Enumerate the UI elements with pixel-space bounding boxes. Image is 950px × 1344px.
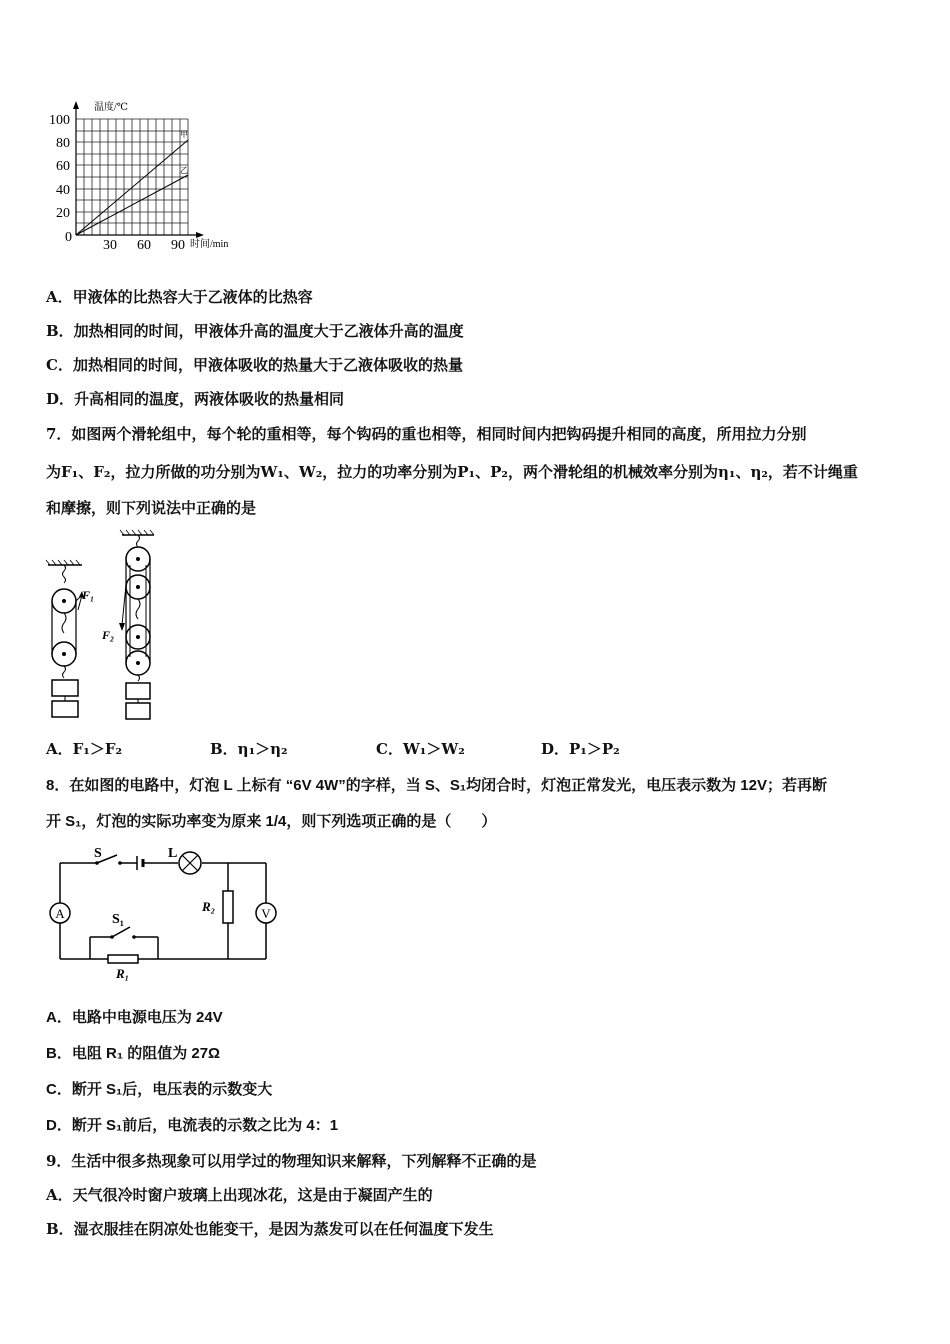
y-tick: 100 bbox=[49, 113, 70, 128]
q9-option-a: A．天气很冷时窗户玻璃上出现冰花，这是由于凝固产生的 bbox=[46, 1186, 433, 1204]
lamp-l-label: L bbox=[168, 846, 178, 861]
q8-stem-line1: 8．在如图的电路中，灯泡 L 上标有 “6V 4W”的字样，当 S、S₁均闭合时，灯泡正常发光，电压表示数为 12V；若再断 bbox=[46, 777, 827, 794]
y-tick: 20 bbox=[56, 206, 70, 221]
q8-option-b: B．电阻 R₁ 的阻值为 27Ω bbox=[46, 1045, 221, 1062]
q9-option-b: B．湿衣服挂在阴凉处也能变干，是因为蒸发可以在任何温度下发生 bbox=[46, 1220, 494, 1238]
line-label-yi: 乙 bbox=[180, 166, 188, 175]
y-tick: 40 bbox=[56, 183, 70, 198]
pulley-systems-figure bbox=[42, 525, 172, 725]
switch-s1-label: S₁ bbox=[112, 912, 124, 927]
voltmeter-label: V bbox=[261, 906, 271, 921]
x-tick: 60 bbox=[137, 238, 151, 253]
q6-option-a: A．甲液体的比热容大于乙液体的比热容 bbox=[46, 288, 313, 306]
x-tick: 30 bbox=[103, 238, 117, 253]
q6-option-d: D．升高相同的温度，两液体吸收的热量相同 bbox=[46, 390, 345, 408]
q7-option-a: A．F₁＞F₂ bbox=[46, 740, 123, 758]
temperature-time-graph bbox=[40, 95, 240, 255]
line-label-jia: 甲 bbox=[180, 130, 188, 139]
q7-option-c: C．W₁＞W₂ bbox=[376, 740, 465, 758]
y-axis-label: 温度/℃ bbox=[94, 102, 128, 113]
q8-stem-line2: 开 S₁，灯泡的实际功率变为原来 1/4，则下列选项正确的是（ ） bbox=[46, 813, 497, 830]
q6-option-c: C．加热相同的时间，甲液体吸收的热量大于乙液体吸收的热量 bbox=[46, 356, 463, 374]
r2-label: R₂ bbox=[202, 899, 216, 914]
y-tick: 80 bbox=[56, 136, 70, 151]
switch-s-label: S bbox=[94, 846, 102, 861]
y-tick: 0 bbox=[65, 230, 72, 245]
q8-option-c: C．断开 S₁后，电压表的示数变大 bbox=[46, 1081, 273, 1098]
q7-option-b: B．η₁＞η₂ bbox=[210, 740, 288, 758]
q9-stem: 9．生活中很多热现象可以用学过的物理知识来解释，下列解释不正确的是 bbox=[46, 1152, 537, 1170]
y-tick: 60 bbox=[56, 159, 70, 174]
q8-option-d: D．断开 S₁前后，电流表的示数之比为 4：1 bbox=[46, 1117, 339, 1134]
x-tick: 90 bbox=[171, 238, 185, 253]
q6-option-b: B．加热相同的时间，甲液体升高的温度大于乙液体升高的温度 bbox=[46, 322, 464, 340]
q7-stem-line1: 7．如图两个滑轮组中，每个轮的重相等，每个钩码的重也相等，相同时间内把钩码提升相同的高度，所用拉力分别 bbox=[46, 425, 807, 443]
label-f1: F₁ bbox=[82, 588, 95, 602]
q7-stem-line2: 为F₁、F₂，拉力所做的功分别为W₁、W₂，拉力的功率分别为P₁、P₂，两个滑轮组的机械效率分别为η₁、η₂，若不计绳重 bbox=[46, 463, 858, 481]
q7-stem-line3: 和摩擦，则下列说法中正确的是 bbox=[46, 499, 257, 517]
circuit-diagram bbox=[42, 843, 282, 983]
r1-label: R₁ bbox=[116, 966, 130, 981]
q7-option-d: D．P₁＞P₂ bbox=[541, 740, 620, 758]
ammeter-label: A bbox=[55, 906, 65, 921]
label-f2: F₂ bbox=[102, 628, 115, 642]
x-axis-label: 时间/min bbox=[190, 239, 229, 250]
q8-option-a: A．电路中电源电压为 24V bbox=[46, 1009, 223, 1026]
